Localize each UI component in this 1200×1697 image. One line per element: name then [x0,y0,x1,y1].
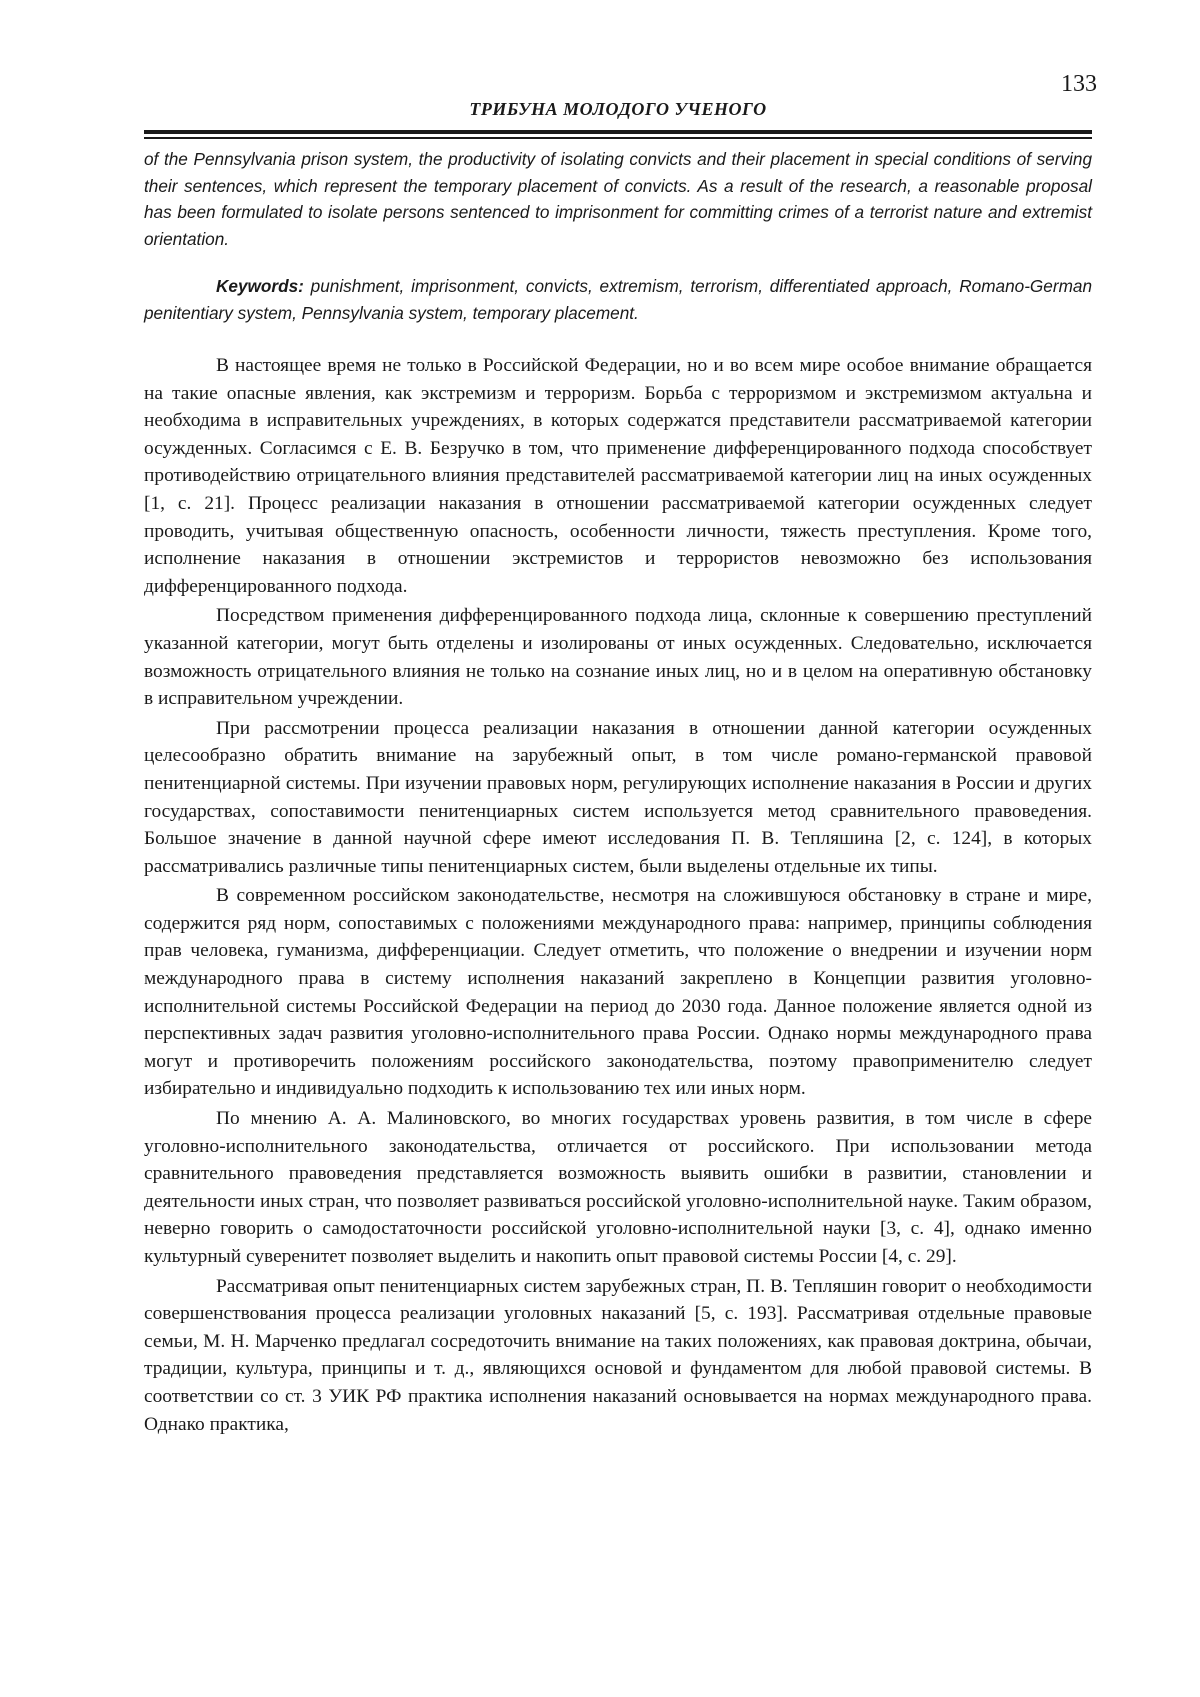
body-paragraph: Посредством применения дифференцированного подхода лица, склонные к совершению преступлений указанной категории, могут быть отделены и изолированы от иных осужденных. Следовательно, исключается возможность отрицательного влияния не только на сознание иных лиц, но и в целом на оперативную обстановку в исправительном учреждении. [144,602,1092,712]
keywords-label: Keywords: [216,276,304,296]
article-body [144,352,1092,1440]
body-paragraph: В современном российском законодательстве, несмотря на сложившуюся обстановку в стране и мире, содержится ряд норм, сопоставимых с положениями международного права: например, принципы соблюдения прав человека, гуманизма, дифференциации. Следует отметить, что положение о внедрении и изучении норм международного права в систему исполнения наказаний закреплено в Концепции развития уголовно-исполнительной системы Российской Федерации на период до 2030 года. Данное положение является одной из перспективных задач развития уголовно-исполнительного права России. Однако нормы международного права могут и противоречить положениям российского законодательства, поэтому правоприменителю следует избирательно и индивидуально подходить к использованию тех или иных норм. [144,882,1092,1103]
body-paragraph: Рассматривая опыт пенитенциарных систем зарубежных стран, П. В. Тепляшин говорит о необходимости совершенствования процесса реализации уголовных наказаний [5, с. 193]. Рассматривая отдельные правовые семьи, М. Н. Марченко предлагал сосредоточить внимание на таких положениях, как правовая доктрина, обычаи, традиции, культура, принципы и т. д., являющихся основой и фундаментом для любой правовой системы. В соответствии со ст. 3 УИК РФ практика исполнения наказаний основывается на нормах международного права. Однако практика, [144,1273,1092,1439]
header-rule-thick [144,130,1092,134]
keywords-block [144,273,1092,326]
abstract-text: of the Pennsylvania prison system, the productivity of isolating convicts and their placement in special conditions of serving their sentences, which represent the temporary placement of convicts. As a result of the research, a reasonable proposal has been formulated to isolate persons sentenced to imprisonment for committing crimes of a terrorist nature and extremist orientation. [144,146,1092,252]
running-head: ТРИБУНА МОЛОДОГО УЧЕНОГО [144,98,1092,120]
body-paragraph: По мнению А. А. Малиновского, во многих государствах уровень развития, в том числе в сфере уголовно-исполнительного законодательства, отличается от российского. При использовании метода сравнительного правоведения представляется возможность выявить ошибки в развитии, становлении и деятельности иных стран, что позволяет развиваться российской уголовно-исполнительной науке. Таким образом, неверно говорить о самодостаточности российской уголовно-исполнительной науки [3, с. 4], однако именно культурный суверенитет позволяет выделить и накопить опыт правовой системы России [4, с. 29]. [144,1105,1092,1271]
page-number: 133 [1061,70,1097,98]
body-paragraph: В настоящее время не только в Российской Федерации, но и во всем мире особое внимание обращается на такие опасные явления, как экстремизм и терроризм. Борьба с терроризмом и экстремизмом актуальна и необходима в исправительных учреждениях, в которых содержатся представители рассматриваемой категории осужденных. Согласимся с Е. В. Безручко в том, что применение дифференцированного подхода способствует противодействию отрицательного влияния представителей рассматриваемой категории лиц на иных осужденных [1, с. 21]. Процесс реализации наказания в отношении рассматриваемой категории осужденных следует проводить, учитывая общественную опасность, особенности личности, тяжесть преступления. Кроме того, исполнение наказания в отношении экстремистов и террористов невозможно без использования дифференцированного подхода. [144,352,1092,600]
keywords-list: punishment, imprisonment, convicts, extremism, terrorism, differentiated approach, Romano-German penitentiary system, Pennsylvania system, temporary placement. [144,276,1092,323]
journal-page [0,0,1200,1697]
body-paragraph: При рассмотрении процесса реализации наказания в отношении данной категории осужденных целесообразно обратить внимание на зарубежный опыт, в том числе романо-германской правовой пенитенциарной системы. При изучении правовых норм, регулирующих исполнение наказания в России и других государствах, сопоставимости пенитенциарных систем используется метод сравнительного правоведения. Большое значение в данной научной сфере имеют исследования П. В. Тепляшина [2, с. 124], в которых рассматривались различные типы пенитенциарных систем, были выделены отдельные их типы. [144,715,1092,881]
header-rule-thin [144,137,1092,139]
